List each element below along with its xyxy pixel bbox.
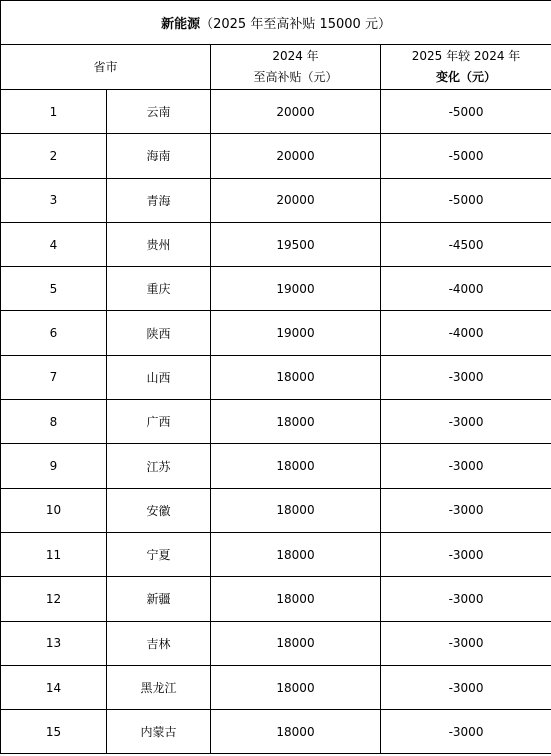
- change-cell: -3000: [381, 400, 551, 444]
- rank-cell: 2: [1, 134, 107, 178]
- subsidy-2024-cell: 18000: [211, 444, 381, 488]
- change-cell: -3000: [381, 488, 551, 532]
- table-row: [1, 90, 551, 134]
- header-subsidy-2024: [211, 45, 381, 90]
- rank-cell: 15: [1, 710, 107, 754]
- table-row: [1, 178, 551, 222]
- change-cell: -3000: [381, 710, 551, 754]
- province-cell: 内蒙古: [107, 710, 211, 754]
- rank-cell: 13: [1, 621, 107, 665]
- change-cell: -4000: [381, 267, 551, 311]
- rank-cell: 7: [1, 355, 107, 399]
- subsidy-2024-cell: 18000: [211, 577, 381, 621]
- rank-cell: 12: [1, 577, 107, 621]
- change-cell: -5000: [381, 134, 551, 178]
- subsidy-2024-cell: 20000: [211, 90, 381, 134]
- province-cell: 新疆: [107, 577, 211, 621]
- table-title-row: [1, 1, 551, 45]
- table-row: [1, 134, 551, 178]
- rank-cell: 14: [1, 665, 107, 709]
- change-cell: -4000: [381, 311, 551, 355]
- table-row: [1, 444, 551, 488]
- province-cell: 陕西: [107, 311, 211, 355]
- province-cell: 江苏: [107, 444, 211, 488]
- province-cell: 云南: [107, 90, 211, 134]
- subsidy-2024-cell: 19500: [211, 222, 381, 266]
- province-cell: 青海: [107, 178, 211, 222]
- province-cell: 海南: [107, 134, 211, 178]
- subsidy-2024-cell: 18000: [211, 710, 381, 754]
- table-row: [1, 267, 551, 311]
- rank-cell: 9: [1, 444, 107, 488]
- subsidy-2024-cell: 18000: [211, 665, 381, 709]
- province-cell: 黑龙江: [107, 665, 211, 709]
- change-cell: -3000: [381, 665, 551, 709]
- subsidy-2024-cell: 19000: [211, 311, 381, 355]
- change-cell: -3000: [381, 577, 551, 621]
- title-rest-text: （2025 年至高补贴 15000 元）: [200, 17, 391, 32]
- change-cell: -3000: [381, 444, 551, 488]
- table-row: [1, 665, 551, 709]
- header-change: [381, 45, 551, 90]
- table-row: [1, 400, 551, 444]
- rank-cell: 6: [1, 311, 107, 355]
- rank-cell: 3: [1, 178, 107, 222]
- rank-cell: 11: [1, 532, 107, 576]
- province-cell: 贵州: [107, 222, 211, 266]
- province-cell: 宁夏: [107, 532, 211, 576]
- rank-cell: 4: [1, 222, 107, 266]
- change-cell: -5000: [381, 178, 551, 222]
- change-cell: -3000: [381, 355, 551, 399]
- table-row: [1, 710, 551, 754]
- change-cell: -5000: [381, 90, 551, 134]
- table-header-row: [1, 45, 551, 90]
- change-cell: -3000: [381, 532, 551, 576]
- province-cell: 吉林: [107, 621, 211, 665]
- table-row: [1, 621, 551, 665]
- table-row: [1, 532, 551, 576]
- table-row: [1, 355, 551, 399]
- rank-cell: 5: [1, 267, 107, 311]
- header-subsidy-2024-line2: 至高补贴（元）: [253, 70, 338, 84]
- subsidy-2024-cell: 18000: [211, 532, 381, 576]
- table-row: [1, 488, 551, 532]
- table-row: [1, 311, 551, 355]
- change-cell: -3000: [381, 621, 551, 665]
- table-title: [1, 1, 551, 45]
- header-change-line2: 变化（元）: [436, 70, 497, 84]
- subsidy-2024-cell: 20000: [211, 134, 381, 178]
- province-cell: 广西: [107, 400, 211, 444]
- subsidy-2024-cell: 18000: [211, 621, 381, 665]
- table-row: [1, 222, 551, 266]
- title-bold-text: 新能源: [161, 17, 201, 32]
- header-subsidy-2024-line1: 2024 年: [272, 49, 319, 63]
- subsidy-2024-cell: 18000: [211, 400, 381, 444]
- province-cell: 重庆: [107, 267, 211, 311]
- subsidy-2024-cell: 20000: [211, 178, 381, 222]
- subsidy-2024-cell: 18000: [211, 355, 381, 399]
- subsidy-2024-cell: 19000: [211, 267, 381, 311]
- table-row: [1, 577, 551, 621]
- change-cell: -4500: [381, 222, 551, 266]
- subsidy-2024-cell: 18000: [211, 488, 381, 532]
- rank-cell: 1: [1, 90, 107, 134]
- header-change-line1: 2025 年较 2024 年: [411, 49, 521, 63]
- province-cell: 山西: [107, 355, 211, 399]
- rank-cell: 8: [1, 400, 107, 444]
- province-cell: 安徽: [107, 488, 211, 532]
- header-province: 省市: [1, 45, 211, 90]
- rank-cell: 10: [1, 488, 107, 532]
